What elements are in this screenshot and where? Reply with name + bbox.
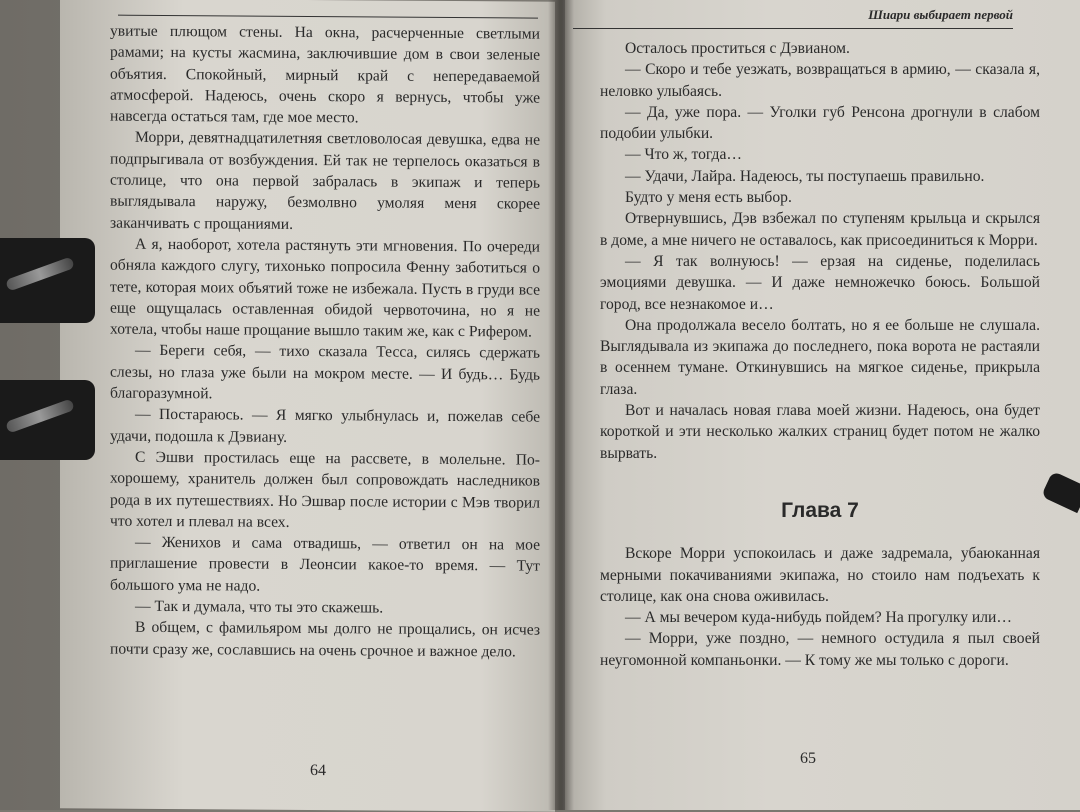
paragraph: — Удачи, Лайра. Надеюсь, ты поступаешь правильно.: [625, 167, 985, 185]
paragraph: — А мы вечером куда-нибудь пойдем? На прогулку или…: [625, 609, 1012, 627]
right-page-text: [600, 38, 1040, 671]
paragraph: Будто у меня есть выбор.: [625, 189, 792, 207]
paragraph: А я, наоборот, хотела растянуть эти мгновения. По очереди обняла каждого слугу, тихонько попросила Фенну заботиться о тете, которая моих объятий тоже не избежала. Пусть в груди все еще ощущалась оставленная обидой червоточина, но я не хотела, чтобы наше прощание вышло таким же, как с Рифером.: [110, 235, 540, 341]
paragraph: — Да, уже пора. — Уголки губ Ренсона дрогнули в слабом подобии улыбки.: [600, 103, 1040, 143]
paragraph: — Я так волнуюсь! — ерзая на сиденье, поделилась эмоциями девушка. — И даже немножечко боюсь. Большой город, все незнакомое и…: [600, 252, 1040, 313]
paragraph: — Женихов и сама отвадишь, — ответил он на мое приглашение провести в Леонсии какое-то время. — Тут большого ума не надо.: [110, 533, 540, 595]
paragraph: — Так и думала, что ты это скажешь.: [135, 597, 384, 617]
book-gutter: [548, 0, 574, 810]
paragraph: С Эшви простилась еще на рассвете, в молельне. По-хорошему, хранитель должен был сопровождать наследников рода в их путешествиях. Но Эшвар после истории с Мэв творил что хотел и плевал на всех.: [110, 448, 540, 531]
paragraph: — Что ж, тогда…: [625, 146, 742, 164]
binder-clip: [0, 238, 95, 323]
left-page: [60, 0, 555, 812]
page-number: 65: [800, 750, 816, 767]
text-after-chapter: [600, 543, 1040, 671]
running-header: Шиари выбирает первой: [573, 4, 1013, 29]
right-page: [565, 0, 1080, 810]
paragraph: — Скоро и тебе уезжать, возвращаться в армию, — сказала я, неловко улыбаясь.: [600, 61, 1040, 100]
page-number: 64: [310, 762, 326, 780]
paragraph: В общем, с фамильяром мы долго не прощались, он исчез почти сразу же, сославшись на очень срочное и важное дело.: [110, 619, 540, 661]
left-page-text: [110, 21, 540, 663]
binder-clip: [0, 380, 95, 460]
chapter-title: Глава 7: [781, 498, 859, 522]
paragraph: Вскоре Морри успокоилась и даже задремала, убаюканная мерными покачиваниями экипажа, но стоило нам подъехать к столице, как она снова оживилась.: [600, 545, 1040, 605]
clip-highlight: [5, 398, 75, 433]
paragraph: Морри, девятнадцатилетняя светловолосая девушка, едва не подпрыгивала от возбуждения. Ей так не терпелось оказаться в столице, что она первой забралась в экипаж и теперь выглядывала наружу, безмолвно умоляя меня скорее заканчивать с прощаниями.: [110, 129, 540, 233]
paragraph: Осталось проститься с Дэвианом.: [625, 40, 850, 57]
paragraph: увитые плющом стены. На окна, расчерченные светлыми рамами; на кусты жасмина, заключившие дом в свои зеленые объятия. Спокойный, мирный край с непередаваемой атмосферой. Надеюсь, очень скоро я вернусь, чтобы уже навсегда остаться там, где мое место.: [110, 22, 540, 127]
paragraph: Она продолжала весело болтать, но я ее больше не слушала. Выглядывала из экипажа до последнего, пока ворота не растаяли в осеннем тумане. Откинувшись на мягкое сиденье, прикрыла глаза.: [600, 316, 1040, 398]
paragraph: Вот и началась новая глава моей жизни. Надеюсь, она будет короткой и эти несколько жалких страниц будет потом не жалко вырвать.: [600, 402, 1040, 462]
paragraph: — Постараюсь. — Я мягко улыбнулась и, пожелав себе удачи, подошла к Дэвиану.: [110, 406, 540, 446]
clip-highlight: [5, 256, 75, 291]
text-before-chapter: [600, 38, 1040, 464]
paragraph: — Береги себя, — тихо сказала Тесса, силясь сдержать слезы, но глаза уже были на мокром месте. — И будь… Будь благоразумной.: [110, 342, 540, 403]
header-rule: [118, 15, 538, 19]
paragraph: Отвернувшись, Дэв взбежал по ступеням крыльца и скрылся в доме, а мне ничего не оставалось, как присоединиться к Морри.: [600, 210, 1040, 249]
paragraph: — Морри, уже поздно, — немного остудила я пыл своей неугомонной компаньонки. — К тому же мы только с дороги.: [600, 630, 1040, 669]
